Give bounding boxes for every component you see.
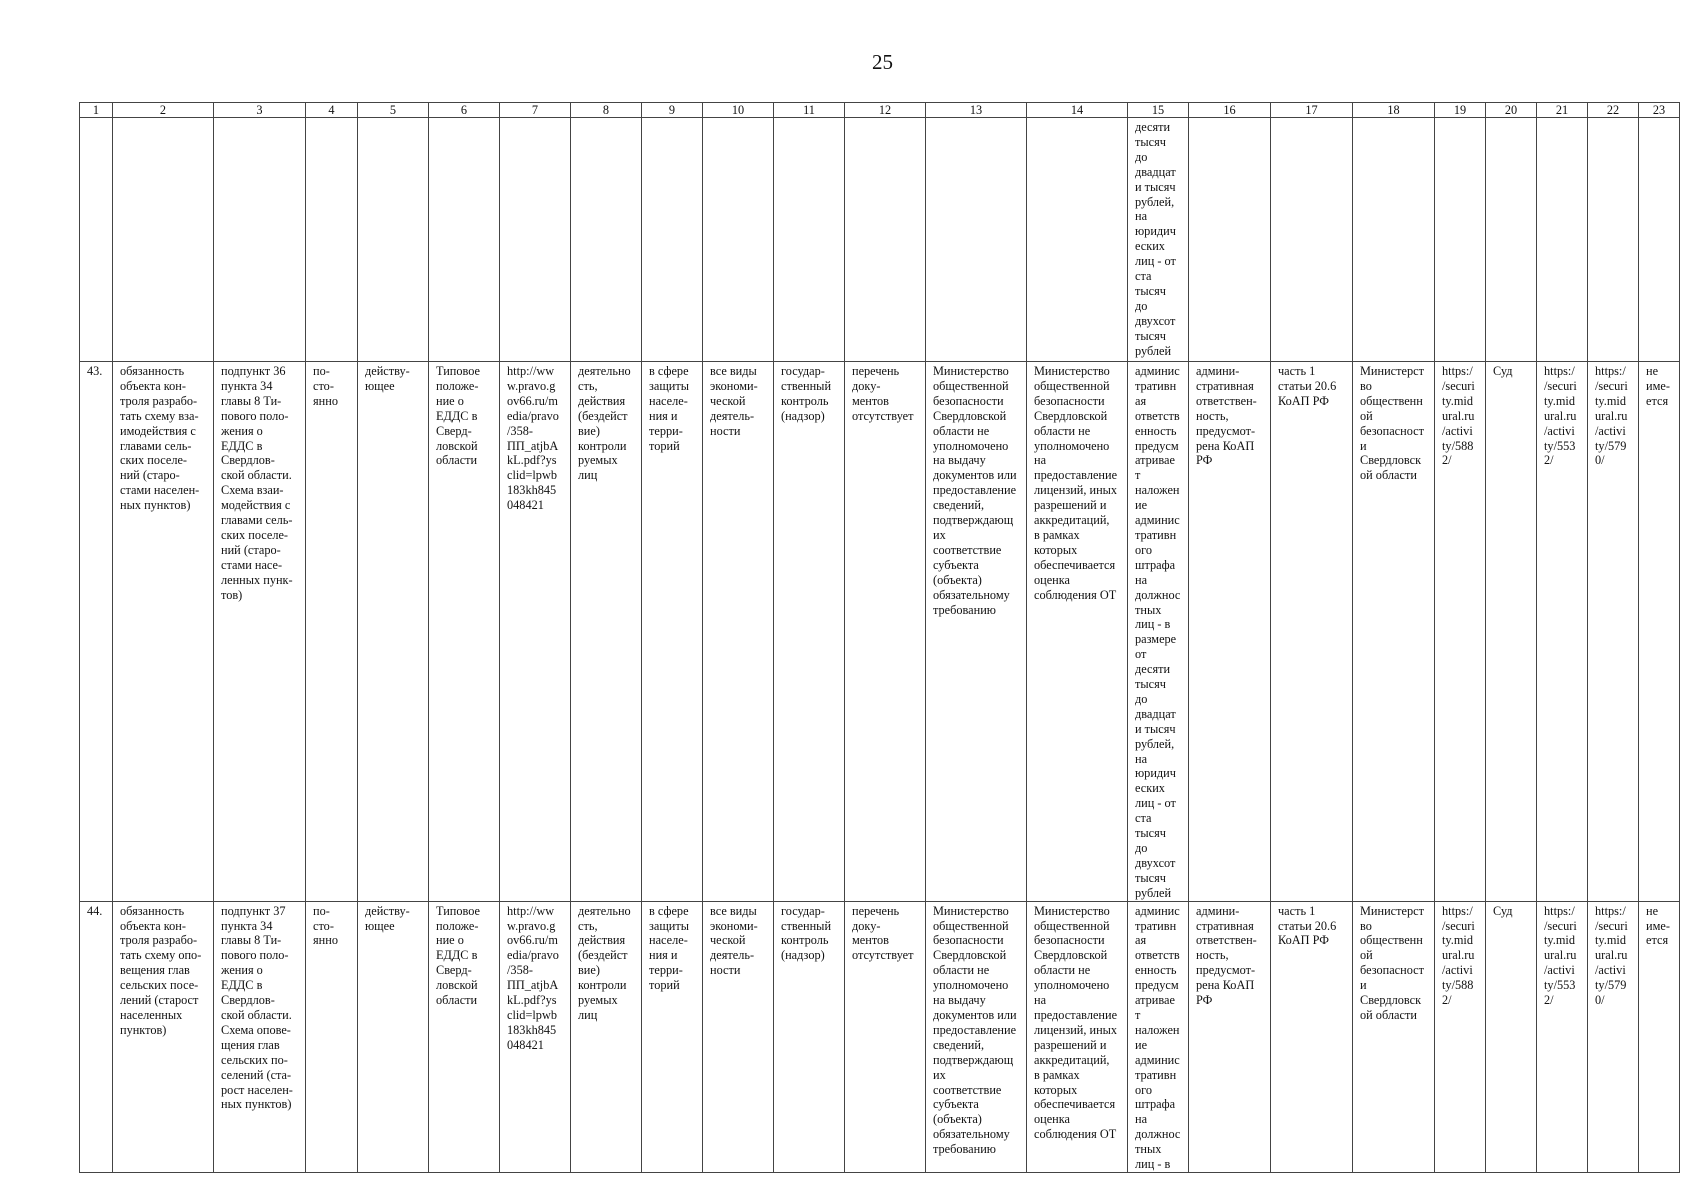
control-type-cell: государ- ственный контроль (надзор) <box>774 901 845 1172</box>
column-header: 2 <box>113 103 214 118</box>
link-cell[interactable]: https:/ /securi ty.mid ural.ru /activi ty/579 0/ <box>1588 901 1639 1172</box>
row-number-cell: 43. <box>80 362 113 902</box>
body-cell: Суд <box>1486 901 1537 1172</box>
link-cell[interactable]: https:/ /securi ty.mid ural.ru /activi ty/588 2/ <box>1435 901 1486 1172</box>
column-header: 21 <box>1537 103 1588 118</box>
column-header: 7 <box>500 103 571 118</box>
table-cell <box>429 118 500 362</box>
table-cell <box>113 118 214 362</box>
column-header: 9 <box>642 103 703 118</box>
column-header: 13 <box>926 103 1027 118</box>
table-cell <box>1027 118 1128 362</box>
table-cell <box>1189 118 1271 362</box>
link-cell[interactable]: https:/ /securi ty.mid ural.ru /activi ty/553 2/ <box>1537 901 1588 1172</box>
koap-article-cell: часть 1 статьи 20.6 КоАП РФ <box>1271 901 1353 1172</box>
obligation-cell: обязанность объекта кон- троля разрабо- тать схему опо- вещения глав сельских посе- лений (старост населенных пунктов) <box>113 901 214 1172</box>
table-cell <box>1353 118 1435 362</box>
column-header: 12 <box>845 103 926 118</box>
table-cell <box>1435 118 1486 362</box>
control-object-cell: деятельно сть, действия (бездейст вие) контроли руемых лиц <box>571 901 642 1172</box>
body-cell: Суд <box>1486 362 1537 902</box>
note-cell: не име- ется <box>1639 901 1680 1172</box>
column-header: 11 <box>774 103 845 118</box>
status-cell: действу- ющее <box>358 901 429 1172</box>
link-cell[interactable]: https:/ /securi ty.mid ural.ru /activi ty/579 0/ <box>1588 362 1639 902</box>
table-cell <box>845 118 926 362</box>
obligation-cell: обязанность объекта кон- троля разрабо- тать схему вза- имодействия с главами сель- ских поселе- ний (старо- стами населен- ных пунктов) <box>113 362 214 902</box>
column-header: 16 <box>1189 103 1271 118</box>
act-link-cell[interactable]: http://ww w.pravo.g ov66.ru/m edia/pravo /358- ПП_atjbA kL.pdf?ys clid=lpwb 183kh845 048421 <box>500 362 571 902</box>
table-cell <box>358 118 429 362</box>
table-cell <box>214 118 306 362</box>
column-header: 5 <box>358 103 429 118</box>
column-header: 18 <box>1353 103 1435 118</box>
liability-type-cell: админи- стративная ответствен- ность, предусмот- рена КоАП РФ <box>1189 362 1271 902</box>
fine-description-cell: админис тративн ая ответств енность предусм атривае т наложен ие админис тративн ого штрафа на должнос тных лиц - в размере от десяти тысяч до двадцат и тысяч рублей, на юридич еских лиц - от ста тысяч до двухсот тысяч рублей <box>1128 362 1189 902</box>
table-cell <box>571 118 642 362</box>
column-header: 10 <box>703 103 774 118</box>
fine-description-cell: десяти тысяч до двадцат и тысяч рублей, на юридич еских лиц - от ста тысяч до двухсот тысяч рублей <box>1128 118 1189 362</box>
validity-term-cell: по- сто- янно <box>306 362 358 902</box>
table-cell <box>500 118 571 362</box>
act-link-cell[interactable]: http://ww w.pravo.g ov66.ru/m edia/pravo /358- ПП_atjbA kL.pdf?ys clid=lpwb 183kh845 048421 <box>500 901 571 1172</box>
authority-documents-cell: Министерство общественной безопасности Свердловской области не уполномочено на выдачу документов или предоставление сведений, подтверждающ их соответствие субъекта (объекта) обязательному требованию <box>926 362 1027 902</box>
legal-reference-cell: подпункт 37 пункта 34 главы 8 Ти- пового поло- жения о ЕДДС в Свердлов- ской области. Схема опове- щения глав сельских по- селений (ста- рост населен- ных пунктов) <box>214 901 306 1172</box>
documents-list-cell: перечень доку- ментов отсутствует <box>845 901 926 1172</box>
requirements-table <box>79 102 1680 1173</box>
activity-type-cell: все виды экономи- ческой деятель- ности <box>703 901 774 1172</box>
link-cell[interactable]: https:/ /securi ty.mid ural.ru /activi ty/588 2/ <box>1435 362 1486 902</box>
column-header: 8 <box>571 103 642 118</box>
link-cell[interactable]: https:/ /securi ty.mid ural.ru /activi ty/553 2/ <box>1537 362 1588 902</box>
table-row-continued <box>80 118 1680 362</box>
column-header: 17 <box>1271 103 1353 118</box>
act-name-cell: Типовое положе- ние о ЕДДС в Сверд- ловской области <box>429 901 500 1172</box>
legal-reference-cell: подпункт 36 пункта 34 главы 8 Ти- пового поло- жения о ЕДДС в Свердлов- ской области. Схема взаи- модействия с главами сель- ских поселе- ний (старо- стами насе- ленных пунк- тов) <box>214 362 306 902</box>
table-cell <box>1537 118 1588 362</box>
table-cell <box>1588 118 1639 362</box>
sphere-cell: в сфере защиты населе- ния и терри- торий <box>642 362 703 902</box>
activity-type-cell: все виды экономи- ческой деятель- ности <box>703 362 774 902</box>
column-header: 20 <box>1486 103 1537 118</box>
koap-article-cell: часть 1 статьи 20.6 КоАП РФ <box>1271 362 1353 902</box>
ministry-cell: Министерст во общественн ой безопасност и Свердловск ой области <box>1353 901 1435 1172</box>
status-cell: действу- ющее <box>358 362 429 902</box>
column-header: 22 <box>1588 103 1639 118</box>
table-row-43 <box>80 362 1680 902</box>
table-cell <box>306 118 358 362</box>
fine-description-cell: админис тративн ая ответств енность предусм атривае т наложен ие админис тративн ого штрафа на должнос тных лиц - в <box>1128 901 1189 1172</box>
sphere-cell: в сфере защиты населе- ния и терри- торий <box>642 901 703 1172</box>
column-number-row <box>80 103 1680 118</box>
table-cell <box>926 118 1027 362</box>
column-header: 6 <box>429 103 500 118</box>
table-cell <box>1639 118 1680 362</box>
table-cell <box>80 118 113 362</box>
authority-licenses-cell: Министерство общественной безопасности Свердловской области не уполномочено на предоставление лицензий, иных разрешений и аккредитаций, в рамках которых обеспечивается оценка соблюдения ОТ <box>1027 362 1128 902</box>
liability-type-cell: админи- стративная ответствен- ность, предусмот- рена КоАП РФ <box>1189 901 1271 1172</box>
row-number-cell: 44. <box>80 901 113 1172</box>
control-type-cell: государ- ственный контроль (надзор) <box>774 362 845 902</box>
column-header: 19 <box>1435 103 1486 118</box>
table-cell <box>703 118 774 362</box>
table-row-44 <box>80 901 1680 1172</box>
column-header: 23 <box>1639 103 1680 118</box>
column-header: 4 <box>306 103 358 118</box>
control-object-cell: деятельно сть, действия (бездейст вие) контроли руемых лиц <box>571 362 642 902</box>
act-name-cell: Типовое положе- ние о ЕДДС в Сверд- ловской области <box>429 362 500 902</box>
note-cell: не име- ется <box>1639 362 1680 902</box>
documents-list-cell: перечень доку- ментов отсутствует <box>845 362 926 902</box>
ministry-cell: Министерст во общественн ой безопасност и Свердловск ой области <box>1353 362 1435 902</box>
column-header: 14 <box>1027 103 1128 118</box>
authority-licenses-cell: Министерство общественной безопасности Свердловской области не уполномочено на предоставление лицензий, иных разрешений и аккредитаций, в рамках которых обеспечивается оценка соблюдения ОТ <box>1027 901 1128 1172</box>
validity-term-cell: по- сто- янно <box>306 901 358 1172</box>
authority-documents-cell: Министерство общественной безопасности Свердловской области не уполномочено на выдачу документов или предоставление сведений, подтверждающ их соответствие субъекта (объекта) обязательному требованию <box>926 901 1027 1172</box>
page-number: 25 <box>872 50 893 74</box>
column-header: 15 <box>1128 103 1189 118</box>
table-cell <box>774 118 845 362</box>
column-header: 1 <box>80 103 113 118</box>
table-cell <box>642 118 703 362</box>
column-header: 3 <box>214 103 306 118</box>
table-cell <box>1486 118 1537 362</box>
table-cell <box>1271 118 1353 362</box>
